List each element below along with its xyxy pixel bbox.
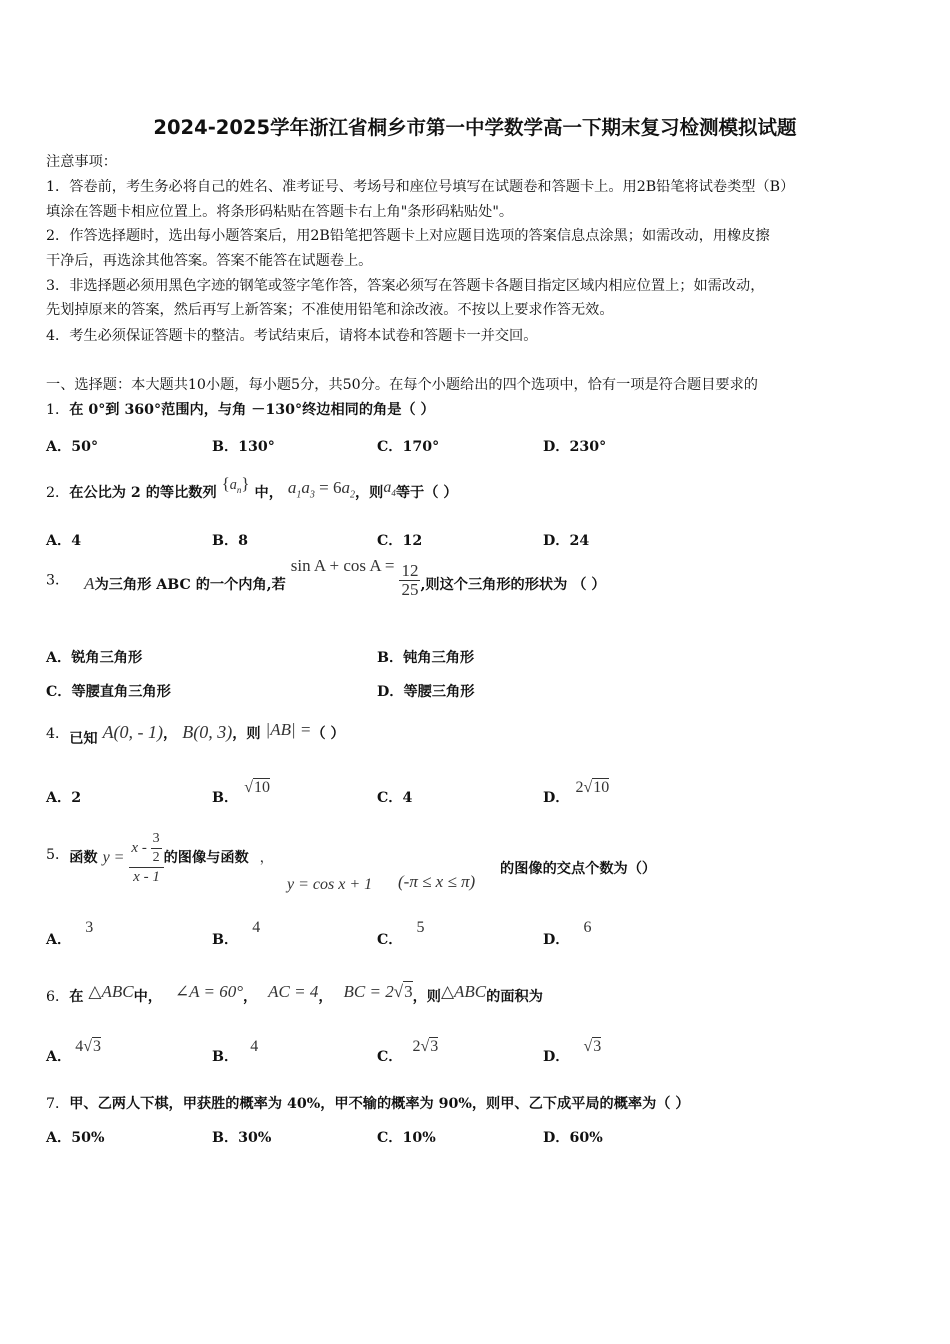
q5-function-g: y = cos x + 1 bbox=[287, 876, 373, 893]
q2-option-c[interactable]: C．12 bbox=[377, 533, 423, 549]
q2-option-a[interactable]: A．4 bbox=[46, 533, 82, 549]
q5-option-a[interactable]: A．3 bbox=[46, 919, 94, 948]
note-line: 先划掉原来的答案，然后再写上新答案；不准使用铅笔和涂改液。不按以上要求作答无效。 bbox=[46, 302, 614, 318]
q2-option-d[interactable]: D．24 bbox=[543, 533, 590, 549]
notes-heading: 注意事项： bbox=[46, 154, 117, 170]
q4-option-b[interactable]: B．√10 bbox=[212, 779, 270, 806]
q6-option-c[interactable]: C．2√3 bbox=[377, 1038, 439, 1065]
q2-option-b[interactable]: B．8 bbox=[212, 533, 249, 549]
question-3: 3． A为三角形 ABC 的一个内角,若 sin A + cos A = $\frac{12}{25}$ ,则这个三角形的形状为 （ ） bbox=[46, 555, 606, 599]
question-6: 6．在 △ABC中， ∠A = 60°， AC = 4， BC = 2√3，则△ABC的面积为 bbox=[46, 982, 543, 1005]
q1-option-d[interactable]: D．230° bbox=[543, 439, 607, 455]
q7-option-a[interactable]: A．50% bbox=[46, 1130, 105, 1146]
q4-option-c[interactable]: C．4 bbox=[377, 790, 413, 806]
question-2: 2．在公比为 2 的等比数列 $\{a_n\}$ 中， $a_1a_3 = 6a_2$，则$a_4$等于（ ） bbox=[46, 474, 458, 501]
note-line: 1．答卷前，考生务必将自己的姓名、准考证号、考场号和座位号填写在试题卷和答题卡上。用2B铅笔将试卷类型（B） bbox=[46, 179, 795, 195]
note-line: 2．作答选择题时，选出每小题答案后，用2B铅笔把答题卡上对应题目选项的答案信息点涂黑；如需改动，用橡皮擦 bbox=[46, 228, 770, 244]
q3-option-d[interactable]: D．等腰三角形 bbox=[377, 684, 475, 700]
question-7: 7．甲、乙两人下棋，甲获胜的概率为 40%，甲不输的概率为 90%，则甲、乙下成平局的概率为（ ） bbox=[46, 1096, 690, 1112]
q1-option-b[interactable]: B．130° bbox=[212, 439, 275, 455]
q5-domain: (-π ≤ x ≤ π) bbox=[398, 872, 476, 891]
q1-option-a[interactable]: A．50° bbox=[46, 439, 99, 455]
q5-option-b[interactable]: B．4 bbox=[212, 919, 261, 948]
q5-option-c[interactable]: C．5 bbox=[377, 919, 425, 948]
question-4: 4．已知 A(0, - 1)， B(0, 3)，则 |AB| =（ ） bbox=[46, 720, 345, 747]
q3-option-b[interactable]: B．钝角三角形 bbox=[377, 650, 475, 666]
page-title: 2024-2025学年浙江省桐乡市第一中学数学高一下期末复习检测模拟试题 bbox=[153, 116, 797, 139]
q7-option-d[interactable]: D．60% bbox=[543, 1130, 603, 1146]
q4-option-a[interactable]: A．2 bbox=[46, 790, 82, 806]
q5-option-d[interactable]: D．6 bbox=[543, 919, 592, 948]
section-heading: 一、选择题：本大题共10小题，每小题5分，共50分。在每个小题给出的四个选项中，恰有一项是符合题目要求的 bbox=[46, 377, 758, 393]
note-line: 3．非选择题必须用黑色字迹的钢笔或签字笔作答，答案必须写在答题卡各题目指定区域内相应位置上；如需改动， bbox=[46, 278, 765, 294]
q6-option-b[interactable]: B．4 bbox=[212, 1038, 259, 1065]
q5-tail: 的图像的交点个数为（） bbox=[500, 861, 657, 877]
q7-option-c[interactable]: C．10% bbox=[377, 1130, 436, 1146]
question-5: 5．函数 y = x - $\frac{3}{2}$ x - 1 的图像与函数 ， bbox=[46, 831, 274, 885]
q1-option-c[interactable]: C．170° bbox=[377, 439, 440, 455]
question-1: 1．在 0°到 360°范围内，与角 －130°终边相同的角是（ ） bbox=[46, 402, 435, 418]
note-line: 填涂在答题卡相应位置上。将条形码粘贴在答题卡右上角"条形码粘贴处"。 bbox=[46, 204, 514, 220]
q6-option-a[interactable]: A．4√3 bbox=[46, 1038, 101, 1065]
q4-option-d[interactable]: D．2√10 bbox=[543, 779, 610, 806]
q7-option-b[interactable]: B．30% bbox=[212, 1130, 272, 1146]
q6-option-d[interactable]: D．√3 bbox=[543, 1038, 602, 1065]
q3-option-c[interactable]: C．等腰直角三角形 bbox=[46, 684, 171, 700]
q3-option-a[interactable]: A．锐角三角形 bbox=[46, 650, 143, 666]
note-line: 干净后，再选涂其他答案。答案不能答在试题卷上。 bbox=[46, 253, 373, 269]
note-line: 4．考生必须保证答题卡的整洁。考试结束后，请将本试卷和答题卡一并交回。 bbox=[46, 328, 538, 344]
